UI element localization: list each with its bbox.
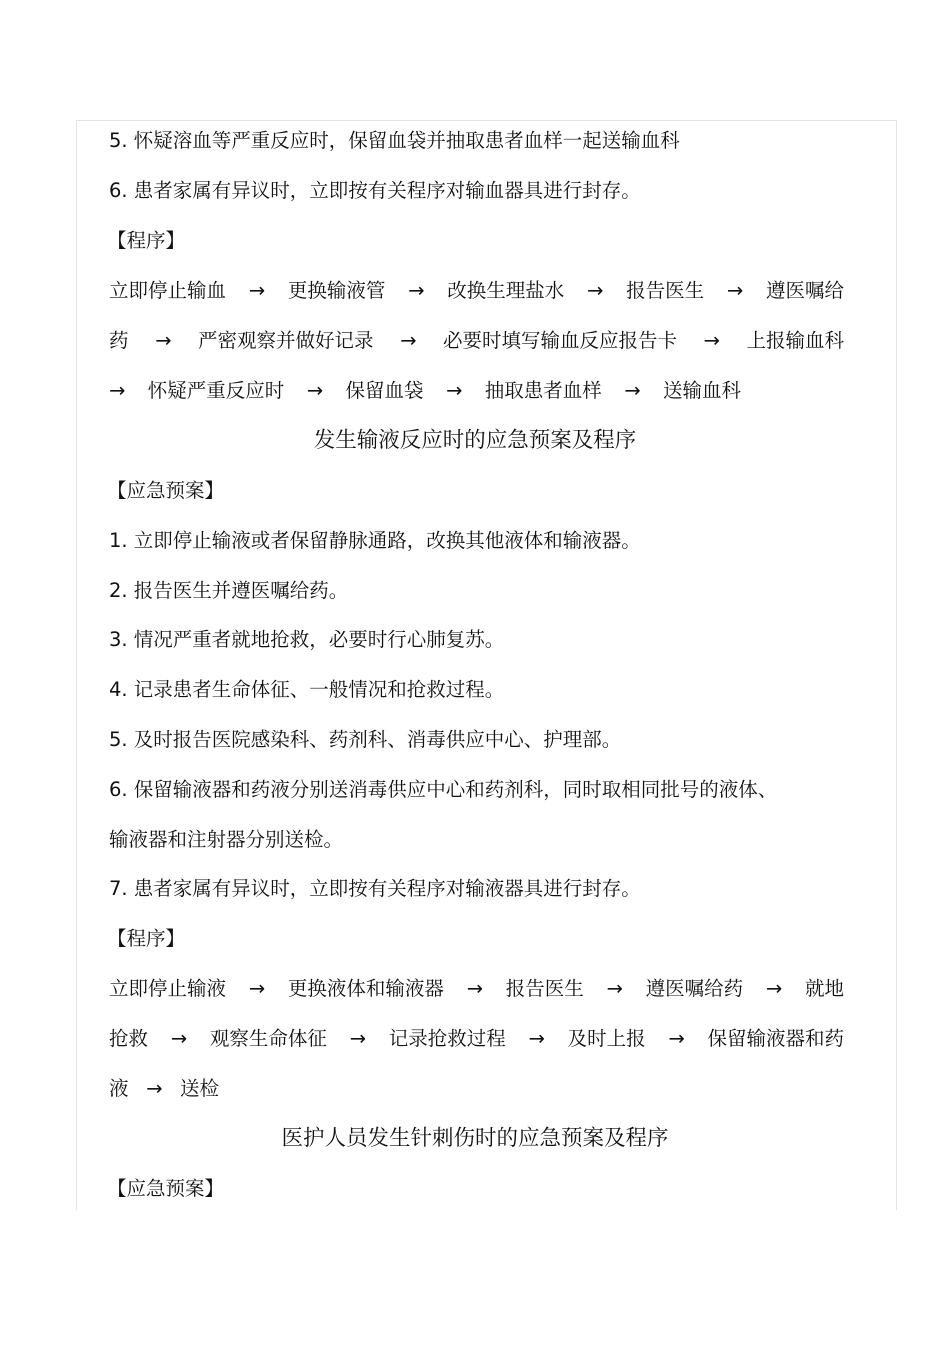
transfusion-procedure-label: 【程序】 <box>107 229 186 252</box>
flow-step: 保留血袋 <box>345 379 424 402</box>
arrow-right-icon: → <box>155 329 172 352</box>
flow-step: 遵医嘱给药 <box>645 977 744 1000</box>
arrow-right-icon: → <box>624 379 641 402</box>
arrow-right-icon: → <box>445 379 463 402</box>
infusion-item-6-line-2: 输液器和注射器分别送检。 <box>109 828 344 851</box>
transfusion-flow-row-1 <box>109 278 844 304</box>
flow-step: 记录抢救过程 <box>388 1027 506 1050</box>
flow-step: 报告医生 <box>505 977 584 1000</box>
flow-step: 抢救 <box>109 1027 149 1050</box>
flow-step: 必要时填写输血反应报告卡 <box>442 329 677 352</box>
arrow-right-icon: → <box>765 977 783 1000</box>
flow-step: 送输血科 <box>662 379 741 402</box>
flow-step: 保留输液器和药 <box>707 1027 844 1050</box>
transfusion-flow-row-3 <box>109 378 741 404</box>
arrow-right-icon: → <box>109 379 126 402</box>
transfusion-item-6: 6. 患者家属有异议时，立即按有关程序对输血器具进行封存。 <box>109 179 641 202</box>
infusion-item-5: 5. 及时报告医院感染科、药剂科、消毒供应中心、护理部。 <box>109 728 622 751</box>
flow-step: 更换液体和输液器 <box>287 977 444 1000</box>
transfusion-flow-row-2 <box>109 328 844 354</box>
arrow-right-icon: → <box>586 279 604 302</box>
arrow-right-icon: → <box>248 279 266 302</box>
flow-step: 报告医生 <box>626 279 705 302</box>
arrow-right-icon: → <box>703 329 720 352</box>
needlestick-plan-label: 【应急预案】 <box>107 1177 225 1200</box>
flow-step: 怀疑严重反应时 <box>147 379 285 402</box>
flow-step: 及时上报 <box>567 1027 646 1050</box>
infusion-item-4: 4. 记录患者生命体征、一般情况和抢救过程。 <box>109 678 505 701</box>
arrow-right-icon: → <box>466 977 483 1000</box>
flow-step: 送检 <box>179 1077 219 1100</box>
infusion-item-3: 3. 情况严重者就地抢救，必要时行心肺复苏。 <box>109 628 505 651</box>
arrow-right-icon: → <box>408 279 425 302</box>
flow-step: 就地 <box>804 977 844 1000</box>
flow-step: 改换生理盐水 <box>447 279 565 302</box>
infusion-plan-label: 【应急预案】 <box>107 479 225 502</box>
arrow-right-icon: → <box>248 977 266 1000</box>
arrow-right-icon: → <box>668 1027 685 1050</box>
infusion-procedure-label: 【程序】 <box>107 927 186 950</box>
infusion-item-6-line-1: 6. 保留输液器和药液分别送消毒供应中心和药剂科，同时取相同批号的液体、 <box>109 778 778 801</box>
infusion-item-2: 2. 报告医生并遵医嘱给药。 <box>109 579 349 602</box>
arrow-right-icon: → <box>606 977 623 1000</box>
flow-step: 上报输血科 <box>746 329 844 352</box>
needlestick-section-title: 医护人员发生针刺伤时的应急预案及程序 <box>281 1126 669 1151</box>
flow-step: 遵医嘱给 <box>765 279 844 302</box>
flow-step: 液 <box>109 1077 129 1100</box>
arrow-right-icon: → <box>306 379 324 402</box>
flow-step: 立即停止输血 <box>109 279 227 302</box>
infusion-flow-row-2 <box>109 1026 844 1052</box>
infusion-flow-row-3 <box>109 1076 219 1102</box>
transfusion-item-5: 5. 怀疑溶血等严重反应时，保留血袋并抽取患者血样一起送输血科 <box>109 129 680 152</box>
flow-step: 更换输液管 <box>287 279 386 302</box>
arrow-right-icon: → <box>528 1027 545 1050</box>
infusion-flow-row-1 <box>109 976 844 1002</box>
arrow-right-icon: → <box>726 279 744 302</box>
infusion-section-title: 发生输液反应时的应急预案及程序 <box>313 428 637 453</box>
infusion-item-1: 1. 立即停止输液或者保留静脉通路，改换其他液体和输液器。 <box>109 529 641 552</box>
flow-step: 严密观察并做好记录 <box>197 329 374 352</box>
flow-step: 观察生命体征 <box>209 1027 327 1050</box>
arrow-right-icon: → <box>146 1077 163 1100</box>
flow-step: 立即停止输液 <box>109 977 227 1000</box>
flow-step: 抽取患者血样 <box>484 379 602 402</box>
infusion-item-7: 7. 患者家属有异议时，立即按有关程序对输液器具进行封存。 <box>109 877 641 900</box>
arrow-right-icon: → <box>400 329 417 352</box>
flow-step: 药 <box>109 329 129 352</box>
arrow-right-icon: → <box>349 1027 366 1050</box>
arrow-right-icon: → <box>170 1027 188 1050</box>
